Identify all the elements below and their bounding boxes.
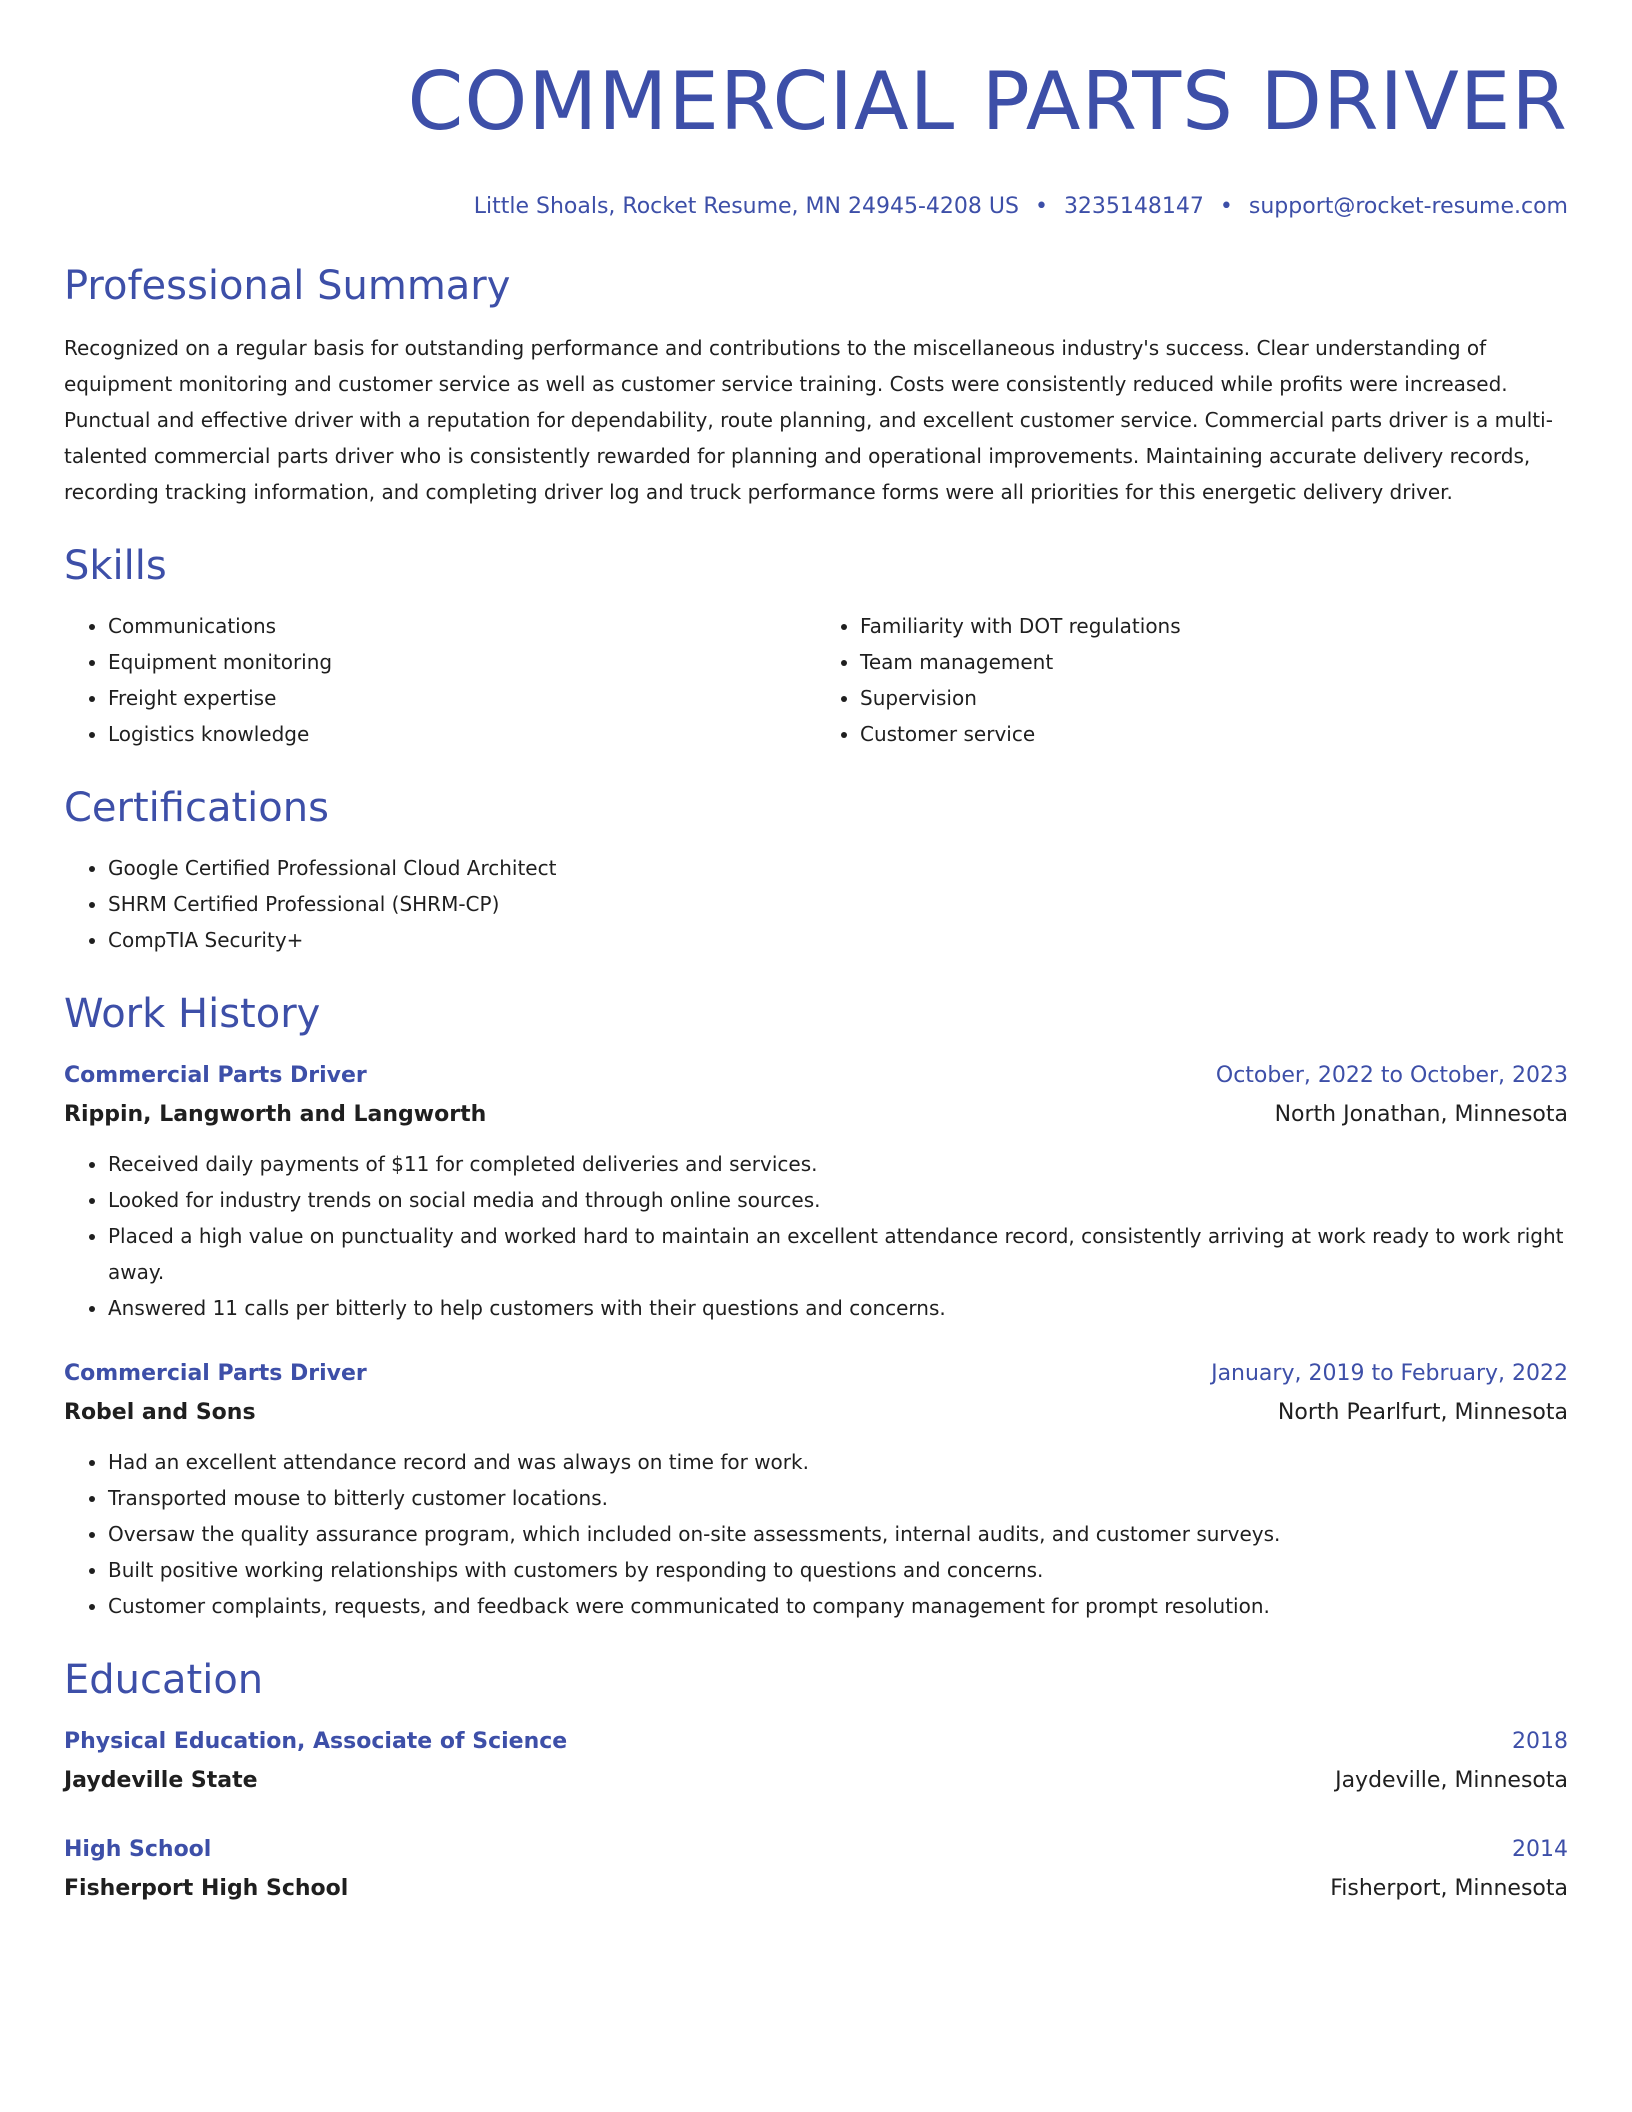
job-header-row: [64, 1356, 1568, 1392]
job-bullets: [64, 1444, 1568, 1624]
work-history-section: [64, 988, 1568, 1624]
skill-item: • Freight expertise: [108, 680, 816, 716]
skill-item: • Familiarity with DOT regulations: [860, 608, 1568, 644]
education-header-row: [64, 1832, 1568, 1868]
job-location: North Jonathan, Minnesota: [1274, 1102, 1568, 1127]
education-year: 2014: [1512, 1837, 1568, 1862]
job-bullet: • Transported mouse to bitterly customer locations.: [108, 1480, 1568, 1516]
education-entry: [64, 1832, 1568, 1910]
job-header-row: [64, 1058, 1568, 1094]
skill-item: • Logistics knowledge: [108, 716, 816, 752]
education-school-row: [64, 1760, 1568, 1802]
certifications-list: [64, 850, 1568, 958]
skill-item: • Team management: [860, 644, 1568, 680]
skills-list-right: [816, 608, 1568, 752]
job-title: Commercial Parts Driver: [64, 1361, 367, 1386]
contact-email[interactable]: support@rocket-resume.com: [1248, 194, 1568, 219]
skill-item: • Communications: [108, 608, 816, 644]
education-degree: High School: [64, 1837, 212, 1862]
job-bullet: • Answered 11 calls per bitterly to help customers with their questions and concerns.: [108, 1290, 1568, 1326]
education-school: Jaydeville State: [64, 1768, 258, 1793]
contact-separator: •: [1219, 194, 1233, 219]
certification-item: • CompTIA Security+: [108, 922, 1568, 958]
skills-columns: [64, 608, 1568, 752]
job-bullet: • Received daily payments of $11 for completed deliveries and services.: [108, 1146, 1568, 1182]
education-section: [64, 1654, 1568, 1910]
job-company: Robel and Sons: [64, 1400, 256, 1425]
job-bullet: • Oversaw the quality assurance program, which included on-site assessments, internal audits, and customer surveys.: [108, 1516, 1568, 1552]
contact-separator: •: [1034, 194, 1048, 219]
resume-header: [64, 50, 1568, 222]
contact-line: [64, 192, 1568, 222]
summary-section: [64, 260, 1568, 510]
education-year: 2018: [1512, 1729, 1568, 1754]
job-bullet: • Customer complaints, requests, and feedback were communicated to company management for prompt resolution.: [108, 1588, 1568, 1624]
education-header-row: [64, 1724, 1568, 1760]
job-bullet: • Looked for industry trends on social media and through online sources.: [108, 1182, 1568, 1218]
skills-heading: Skills: [64, 543, 167, 589]
certifications-heading: Certifications: [64, 785, 329, 831]
job-entry: [64, 1356, 1568, 1624]
certifications-section: [64, 782, 1568, 958]
job-bullet: • Had an excellent attendance record and was always on time for work.: [108, 1444, 1568, 1480]
summary-heading: Professional Summary: [64, 263, 511, 309]
education-entry: [64, 1724, 1568, 1802]
contact-phone: 3235148147: [1063, 194, 1204, 219]
job-location: North Pearlfurt, Minnesota: [1277, 1400, 1568, 1425]
certification-item: • SHRM Certified Professional (SHRM-CP): [108, 886, 1568, 922]
education-heading: Education: [64, 1657, 264, 1703]
page-title: COMMERCIAL PARTS DRIVER: [407, 55, 1568, 148]
summary-text: Recognized on a regular basis for outstanding performance and contributions to the miscellaneous industry's success. Clear understanding of equipment monitoring and customer service as well as customer service training. Costs were consistently reduced while profits were increased. Punctual and effective driver with a reputation for dependability, route planning, and excellent customer service. Commercial parts driver is a multi-talented commercial parts driver who is consistently rewarded for planning and operational improvements. Maintaining accurate delivery records, recording tracking information, and completing driver log and truck performance forms were all priorities for this energetic delivery driver.: [64, 336, 1553, 504]
job-bullet: • Placed a high value on punctuality and worked hard to maintain an excellent attendance record, consistently arriving at work ready to work right away.: [108, 1218, 1568, 1290]
education-location: Jaydeville, Minnesota: [1335, 1768, 1568, 1793]
education-school: Fisherport High School: [64, 1876, 349, 1901]
skill-item: • Equipment monitoring: [108, 644, 816, 680]
education-location: Fisherport, Minnesota: [1330, 1876, 1568, 1901]
job-company-row: [64, 1392, 1568, 1434]
job-company-row: [64, 1094, 1568, 1136]
skills-section: [64, 540, 1568, 752]
certification-item: • Google Certified Professional Cloud Architect: [108, 850, 1568, 886]
job-company: Rippin, Langworth and Langworth: [64, 1102, 487, 1127]
education-degree: Physical Education, Associate of Science: [64, 1729, 568, 1754]
job-bullet: • Built positive working relationships with customers by responding to questions and concerns.: [108, 1552, 1568, 1588]
skills-list-left: [64, 608, 816, 752]
contact-address: Little Shoals, Rocket Resume, MN 24945-4208 US: [473, 194, 1019, 219]
job-title: Commercial Parts Driver: [64, 1063, 367, 1088]
education-school-row: [64, 1868, 1568, 1910]
skill-item: • Supervision: [860, 680, 1568, 716]
job-dates: January, 2019 to February, 2022: [1211, 1361, 1568, 1386]
job-entry: [64, 1058, 1568, 1326]
job-dates: October, 2022 to October, 2023: [1215, 1063, 1568, 1088]
job-bullets: [64, 1146, 1568, 1326]
work-history-heading: Work History: [64, 991, 321, 1037]
skill-item: • Customer service: [860, 716, 1568, 752]
